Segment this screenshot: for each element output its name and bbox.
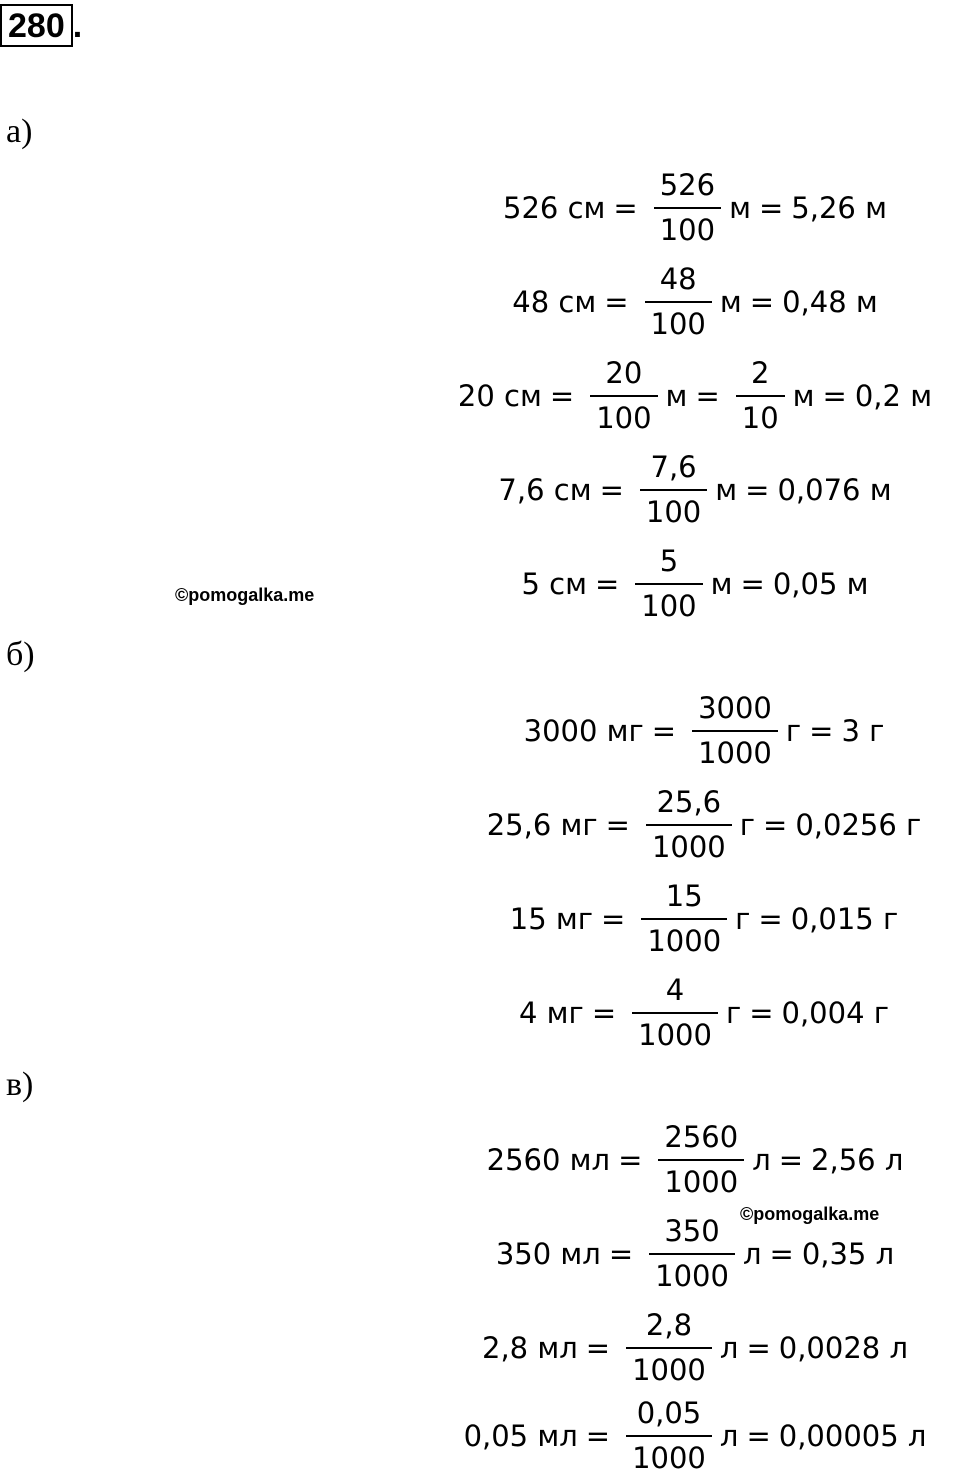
equation-left: 3000 мг — [523, 714, 644, 748]
equation-result: 0,35 л — [801, 1237, 895, 1271]
equals-sign: = — [746, 1419, 771, 1453]
fraction — [645, 258, 712, 347]
equation-left: 7,6 см — [498, 473, 592, 507]
equals-sign: = — [549, 379, 575, 413]
fraction-unit: л — [752, 1143, 771, 1177]
fraction-denominator: 100 — [640, 489, 707, 535]
equation-a-3 — [430, 349, 960, 443]
equation-result: 0,0256 г — [795, 808, 922, 842]
fraction-numerator: 20 — [605, 355, 643, 390]
fraction-unit: м — [729, 191, 751, 225]
fraction-unit: м — [792, 379, 815, 413]
task-number — [0, 4, 82, 47]
equals-sign: = — [591, 996, 617, 1030]
fraction-numerator: 526 — [659, 167, 716, 202]
fraction-unit: г — [739, 808, 756, 842]
equals-sign: = — [763, 808, 788, 842]
fraction — [641, 875, 727, 964]
fraction-unit: л — [719, 1419, 739, 1453]
equals-sign: = — [601, 902, 626, 936]
fraction-denominator: 1000 — [626, 1435, 712, 1481]
equals-sign: = — [618, 1143, 643, 1177]
equation-left: 48 см — [512, 285, 597, 319]
fraction-denominator: 1000 — [692, 730, 778, 776]
fraction-numerator: 25,6 — [656, 784, 722, 819]
fraction — [590, 352, 657, 441]
fraction — [658, 1116, 744, 1205]
fraction-denominator: 100 — [635, 583, 702, 629]
equals-sign: = — [695, 379, 720, 413]
part-label-c: в) — [6, 1066, 34, 1103]
equals-sign: = — [769, 1237, 794, 1271]
fraction — [646, 781, 732, 870]
equation-c-2 — [440, 1204, 950, 1301]
equation-result: 0,48 м — [782, 285, 878, 319]
equals-sign: = — [809, 714, 834, 748]
equals-sign: = — [594, 567, 620, 601]
equation-a-2 — [430, 255, 960, 349]
equation-b-1 — [448, 684, 960, 778]
equation-left: 5 см — [521, 567, 587, 601]
fraction-unit: г — [735, 902, 751, 936]
equals-sign: = — [604, 285, 629, 319]
fraction-numerator: 4 — [665, 972, 685, 1007]
fraction — [632, 969, 718, 1058]
fraction-denominator: 1000 — [658, 1159, 744, 1205]
fraction-denominator: 100 — [590, 395, 657, 441]
equation-left: 2560 мл — [486, 1143, 611, 1177]
fraction-unit: г — [725, 996, 742, 1030]
equation-result: 0,0028 л — [778, 1331, 908, 1365]
equation-c-3 — [440, 1301, 950, 1395]
fraction-denominator: 1000 — [632, 1012, 718, 1058]
equals-sign: = — [613, 191, 638, 225]
equals-sign: = — [745, 473, 770, 507]
task-number-box: 280 — [0, 4, 73, 47]
equals-sign: = — [758, 191, 784, 225]
equation-left: 0,05 мл — [463, 1419, 578, 1453]
equals-sign: = — [749, 996, 774, 1030]
equation-result: 5,26 м — [791, 191, 887, 225]
fraction — [626, 1304, 712, 1393]
equals-sign: = — [758, 902, 783, 936]
equation-result: 0,004 г — [781, 996, 889, 1030]
fraction-denominator: 100 — [654, 207, 721, 253]
equals-sign: = — [585, 1419, 611, 1453]
equals-sign: = — [599, 473, 624, 507]
equals-sign: = — [749, 285, 775, 319]
task-number-dot: . — [72, 7, 83, 45]
equals-sign: = — [740, 567, 765, 601]
watermark: ©pomogalka.me — [175, 585, 315, 605]
equals-sign: = — [585, 1331, 611, 1365]
equation-a-1 — [430, 161, 960, 255]
fraction — [626, 1392, 712, 1481]
equals-sign: = — [778, 1143, 804, 1177]
fraction-unit: м — [710, 567, 733, 601]
equation-a-4 — [430, 443, 960, 537]
fraction-numerator: 2560 — [664, 1119, 739, 1154]
equation-result: 3 г — [841, 714, 885, 748]
equation-left: 25,6 мг — [486, 808, 598, 842]
equals-sign: = — [746, 1331, 771, 1365]
fraction — [692, 687, 778, 776]
equals-sign: = — [822, 379, 847, 413]
equation-a-5 — [430, 537, 960, 631]
part-label-a: а) — [6, 113, 33, 150]
fraction-denominator: 10 — [736, 395, 785, 441]
equation-c-1 — [440, 1113, 950, 1207]
equation-c-4 — [440, 1389, 950, 1483]
fraction-numerator: 2 — [750, 355, 770, 390]
fraction-unit: л — [742, 1237, 762, 1271]
fraction-unit: м — [715, 473, 738, 507]
fraction-denominator: 1000 — [641, 918, 727, 964]
fraction-denominator: 1000 — [626, 1347, 712, 1393]
equation-left: 2,8 мл — [482, 1331, 578, 1365]
fraction-numerator: 7,6 — [650, 449, 697, 484]
equals-sign: = — [608, 1237, 634, 1271]
fraction-numerator: 5 — [659, 543, 679, 578]
fraction-numerator: 2,8 — [645, 1307, 693, 1342]
equation-b-2 — [448, 778, 960, 872]
equation-result: 0,05 м — [772, 567, 869, 601]
equation-left: 350 мл — [495, 1237, 601, 1271]
equation-left: 526 см — [503, 191, 606, 225]
equation-result: 0,2 м — [854, 379, 933, 413]
fraction — [635, 540, 702, 629]
fraction-numerator: 0,05 — [636, 1395, 702, 1430]
fraction-simplified — [736, 352, 785, 441]
fraction-unit: м — [719, 285, 742, 319]
fraction-unit: м — [665, 379, 688, 413]
fraction — [649, 1210, 735, 1299]
equation-result: 0,00005 л — [778, 1419, 927, 1453]
fraction-numerator: 3000 — [698, 690, 772, 725]
fraction-denominator: 100 — [645, 301, 712, 347]
equation-b-3 — [448, 872, 960, 966]
fraction-unit: л — [719, 1331, 739, 1365]
fraction-numerator: 350 — [664, 1213, 720, 1248]
equals-sign: = — [651, 714, 677, 748]
equation-left: 20 см — [457, 379, 542, 413]
equation-left: 4 мг — [519, 996, 584, 1030]
equation-result: 2,56 л — [811, 1143, 904, 1177]
fraction — [654, 164, 721, 253]
equation-b-4 — [448, 966, 960, 1060]
fraction-numerator: 48 — [659, 261, 697, 296]
equation-left: 15 мг — [509, 902, 594, 936]
fraction-unit: г — [785, 714, 802, 748]
fraction-denominator: 1000 — [646, 824, 732, 870]
fraction-denominator: 1000 — [649, 1253, 735, 1299]
equation-result: 0,076 м — [777, 473, 892, 507]
watermark: ©pomogalka.me — [740, 1204, 880, 1224]
fraction — [640, 446, 707, 535]
equals-sign: = — [605, 808, 630, 842]
part-label-b: б) — [6, 636, 35, 673]
equation-result: 0,015 г — [790, 902, 899, 936]
fraction-numerator: 15 — [665, 878, 703, 913]
